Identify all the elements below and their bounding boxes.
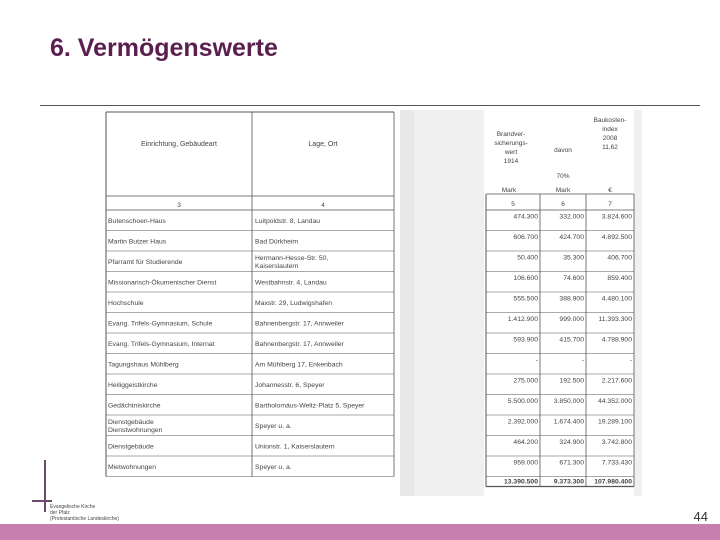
row-value-baukostenindex: 19.289.100 (597, 418, 632, 426)
row-value-davon: 999.000 (559, 315, 584, 323)
row-einrichtung: Gedächtniskirche (108, 402, 161, 410)
row-value-davon: 1.674.400 (553, 418, 584, 426)
row-value-davon: 388.900 (559, 295, 584, 303)
column-unit: Mark (555, 187, 571, 194)
column-header-brandversicherungswert: sicherungs- (494, 140, 528, 147)
row-value-baukostenindex: 4.788.900 (601, 336, 632, 344)
row-lage: Hermann-Hesse-Str. 50, (255, 254, 329, 262)
total-baukostenindex: 107.980.400 (594, 478, 632, 486)
church-logo (30, 460, 120, 524)
row-value-baukostenindex: 406.700 (607, 254, 632, 262)
column-header-brandversicherungswert: 1914 (503, 158, 519, 165)
logo-text-line: (Protestantische Landeskirche) (50, 516, 119, 522)
row-value-brandversicherungswert: 50.400 (517, 254, 538, 262)
column-header-einrichtung: Einrichtung, Gebäudeart (141, 141, 217, 148)
page-number: 44 (693, 509, 708, 524)
column-header-baukostenindex: 11,62 (602, 144, 618, 151)
row-lage: Bartholomäus-Weltz-Platz 5, Speyer (255, 402, 365, 410)
row-value-brandversicherungswert: 1.412.900 (507, 315, 538, 323)
row-value-baukostenindex: 11.393.300 (598, 315, 632, 323)
row-value-baukostenindex: 2.217.600 (601, 377, 632, 385)
column-header-lage: Lage, Ort (308, 141, 338, 148)
row-einrichtung: Missionarisch-Ökumenischer Dienst (108, 279, 217, 287)
row-lage: Johannesstr. 6, Speyer (255, 381, 325, 389)
row-value-baukostenindex: 3.742.800 (601, 438, 632, 446)
row-lage: Luitpoldstr. 8, Landau (255, 217, 320, 225)
row-value-brandversicherungswert: 275.000 (513, 377, 538, 385)
row-einrichtung: Dienstgebäude (108, 418, 154, 426)
row-value-davon: 671.300 (559, 459, 584, 467)
column-header-brandversicherungswert: wert (504, 149, 518, 156)
row-value-brandversicherungswert: 959.000 (513, 459, 538, 467)
row-value-davon: 332.000 (559, 213, 584, 221)
column-header-baukostenindex: Baukosten- (593, 117, 627, 124)
row-value-davon: - (581, 356, 584, 364)
row-lage: Speyer u. a. (255, 422, 292, 430)
scanned-table-image (104, 110, 642, 496)
row-value-baukostenindex: 3.824.600 (601, 213, 632, 221)
column-number: 3 (177, 202, 181, 209)
row-value-brandversicherungswert: 5.500.000 (507, 397, 538, 405)
column-number: 6 (561, 201, 565, 208)
gutter (400, 110, 414, 496)
row-lage: Am Mühlberg 17, Enkenbach (255, 361, 343, 369)
column-number: 5 (511, 201, 515, 208)
row-value-baukostenindex: - (629, 356, 632, 364)
scanned-table (104, 110, 642, 496)
row-lage: Maxstr. 29, Ludwigshafen (255, 299, 333, 307)
row-value-brandversicherungswert: 464.200 (513, 438, 538, 446)
row-lage: Bahnenbergstr. 17, Annweiler (255, 320, 344, 328)
row-value-baukostenindex: 44.352.000 (597, 397, 632, 405)
row-einrichtung: Dienstgebäude (108, 443, 154, 451)
column-header-davon: davon (554, 147, 572, 154)
row-einrichtung: Martin Butzer Haus (108, 238, 167, 246)
row-value-brandversicherungswert: 106.600 (513, 274, 538, 282)
row-value-davon: 424.700 (559, 233, 584, 241)
column-number: 4 (321, 202, 325, 209)
row-value-brandversicherungswert: 474.300 (513, 213, 538, 221)
total-davon: 9.373.300 (553, 478, 584, 486)
row-lage: Kaiserslautern (255, 262, 299, 270)
row-einrichtung: Butenschoen-Haus (108, 217, 166, 225)
row-value-davon: 324.900 (559, 438, 584, 446)
row-value-baukostenindex: 7.733.430 (601, 459, 632, 467)
logo-text-line: Evangelische Kirche (50, 504, 96, 510)
logo-cross-vertical (44, 460, 46, 512)
column-header-brandversicherungswert: Brandver- (496, 131, 526, 138)
row-lage: Unionstr. 1, Kaiserslautern (255, 443, 335, 451)
row-value-baukostenindex: 859.400 (607, 274, 632, 282)
row-einrichtung: Dienstwohnungen (108, 426, 163, 434)
row-value-brandversicherungswert: 593.900 (513, 336, 538, 344)
row-value-davon: 192.500 (559, 377, 584, 385)
row-value-baukostenindex: 4.892.500 (601, 233, 632, 241)
footer-bar (0, 524, 720, 540)
row-value-davon: 3.850.000 (553, 397, 584, 405)
column-number: 7 (608, 201, 612, 208)
row-value-brandversicherungswert: 606.700 (513, 233, 538, 241)
row-einrichtung: Tagungshaus Mühlberg (108, 361, 179, 369)
row-value-brandversicherungswert: - (535, 356, 538, 364)
total-brandversicherungswert: 13.390.500 (503, 478, 538, 486)
row-einrichtung: Pfarramt für Studierende (108, 258, 183, 266)
title-divider (40, 105, 700, 106)
row-lage: Westbahnstr. 4, Landau (255, 279, 327, 287)
row-value-davon: 415.700 (559, 336, 584, 344)
logo-cross-horizontal (32, 500, 52, 502)
row-einrichtung: Heiliggeistkirche (108, 381, 158, 389)
row-lage: Speyer u. a. (255, 463, 292, 471)
column-unit: € (608, 187, 612, 194)
row-value-baukostenindex: 4.480.100 (601, 295, 632, 303)
row-value-davon: 35.300 (563, 254, 584, 262)
row-value-brandversicherungswert: 555.500 (513, 295, 538, 303)
column-header-baukostenindex: 2008 (602, 135, 618, 142)
row-einrichtung: Hochschule (108, 299, 144, 307)
row-einrichtung: Mietwohnungen (108, 463, 156, 471)
row-einrichtung: Evang. Trifels-Gymnasium, Internat (108, 340, 215, 348)
column-header-percent: 70% (556, 173, 570, 180)
row-lage: Bad Dürkheim (255, 238, 299, 246)
slide-title: 6. Vermögenswerte (50, 34, 278, 62)
row-lage: Bahnenbergstr. 17, Annweiler (255, 340, 344, 348)
column-header-baukostenindex: index (602, 126, 618, 133)
logo-text-line: der Pfalz (50, 510, 70, 516)
row-einrichtung: Evang. Trifels-Gymnasium, Schule (108, 320, 213, 328)
column-unit: Mark (501, 187, 517, 194)
row-value-davon: 74.600 (563, 274, 584, 282)
row-value-brandversicherungswert: 2.392.000 (507, 418, 538, 426)
